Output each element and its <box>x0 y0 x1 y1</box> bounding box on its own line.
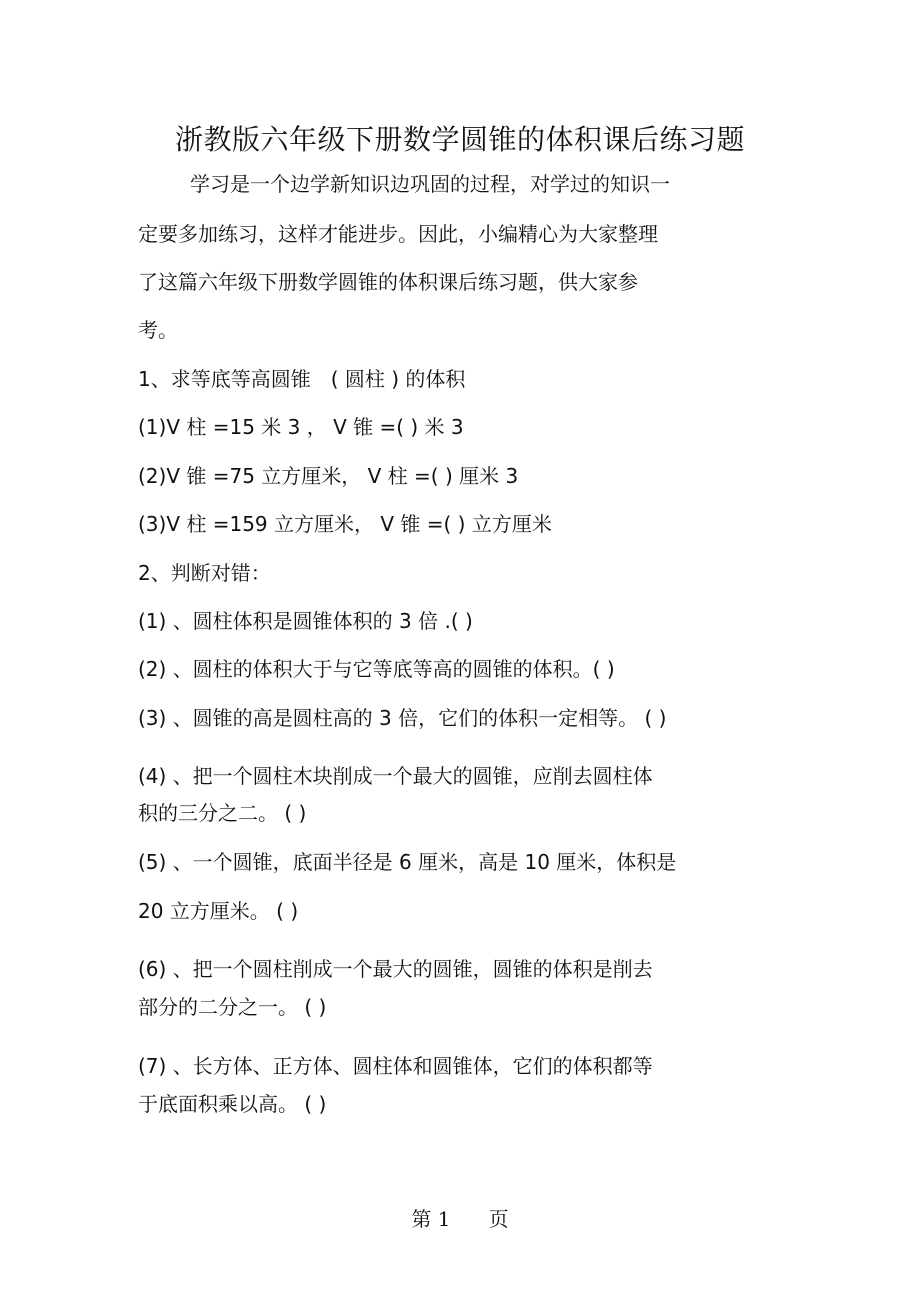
judge-item-7-line-2: 于底面积乘以高。 ( ) <box>138 1092 327 1116</box>
question-1-heading: 1、求等底等高圆锥 ( 圆柱 ) 的体积 <box>138 367 466 391</box>
judge-item-7-line-1: (7) 、长方体、正方体、圆柱体和圆锥体，它们的体积都等 <box>138 1054 653 1078</box>
question-1-item-2: (2)V 锥 =75 立方厘米， V 柱 =( ) 厘米 3 <box>138 464 519 488</box>
document-title: 浙教版六年级下册数学圆锥的体积课后练习题 <box>174 123 745 156</box>
page-number-footer: 第 1 页 <box>411 1207 509 1231</box>
judge-item-4-line-1: (4) 、把一个圆柱木块削成一个最大的圆锥，应削去圆柱体 <box>138 764 653 788</box>
question-2-heading: 2、判断对错： <box>138 561 271 585</box>
judge-item-1: (1) 、圆柱体积是圆锥体积的 3 倍 .( ) <box>138 609 473 633</box>
judge-item-5-line-2: 20 立方厘米。 ( ) <box>138 899 299 923</box>
judge-item-3: (3) 、圆锥的高是圆柱高的 3 倍，它们的体积一定相等。 ( ) <box>138 706 667 730</box>
intro-line-2: 定要多加练习，这样才能进步。因此，小编精心为大家整理 <box>138 222 658 246</box>
intro-line-4: 考。 <box>138 318 178 342</box>
intro-line-3: 了这篇六年级下册数学圆锥的体积课后练习题，供大家参 <box>138 270 638 294</box>
judge-item-2: (2) 、圆柱的体积大于与它等底等高的圆锥的体积。( ) <box>138 657 615 681</box>
judge-item-6-line-1: (6) 、把一个圆柱削成一个最大的圆锥，圆锥的体积是削去 <box>138 957 653 981</box>
intro-line-1: 学习是一个边学新知识边巩固的过程，对学过的知识一 <box>190 172 670 196</box>
question-1-item-3: (3)V 柱 =159 立方厘米， V 锥 =( ) 立方厘米 <box>138 512 552 536</box>
question-1-item-1: (1)V 柱 =15 米 3 ， V 锥 =( ) 米 3 <box>138 415 464 439</box>
judge-item-5-line-1: (5) 、一个圆锥，底面半径是 6 厘米，高是 10 厘米，体积是 <box>138 850 677 874</box>
judge-item-6-line-2: 部分的二分之一。 ( ) <box>138 995 327 1019</box>
judge-item-4-line-2: 积的三分之二。 ( ) <box>138 801 307 825</box>
